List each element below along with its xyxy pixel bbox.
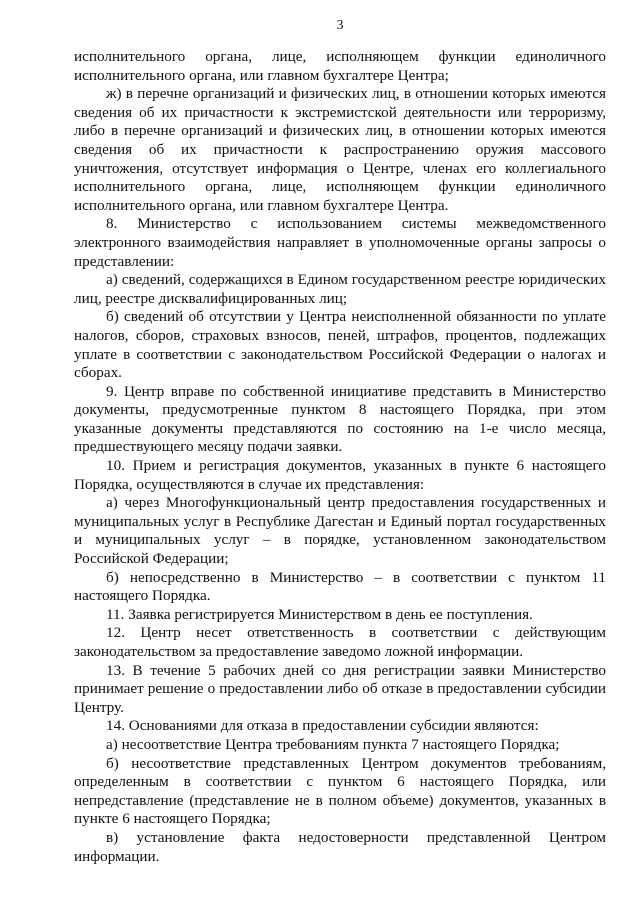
page-number: 3 (336, 18, 344, 33)
paragraph: а) через Многофункциональный центр предоставления государственных и муниципальных услуг в Республике Дагестан и Единый портал государственных и муниципальных услуг – в порядке, установленном законодательством Российской Федерации; (74, 494, 606, 568)
paragraph: б) непосредственно в Министерство – в соответствии с пунктом 11 настоящего Порядка. (74, 568, 606, 605)
paragraph: а) сведений, содержащихся в Едином государственном реестре юридических лиц, реестре дисквалифицированных лиц; (74, 271, 606, 307)
paragraph: исполнительного органа, лице, исполняющем функции единоличного исполнительного органа, или главном бухгалтере Центра; (74, 48, 606, 84)
paragraph: 9. Центр вправе по собственной инициативе представить в Министерство документы, предусмотренные пунктом 8 настоящего Порядка, при этом указанные документы представляются по состоянию на 1-е число месяца, предшествующего месяцу подачи заявки. (74, 382, 606, 456)
paragraph: б) несоответствие представленных Центром документов требованиям, определенным в соответствии с пунктом 6 настоящего Порядка, или непредставление (представление не в полном объеме) документов, указанных в пункте 6 настоящего Порядка; (74, 754, 606, 828)
paragraph: 10. Прием и регистрация документов, указанных в пункте 6 настоящего Порядка, осуществляются в случае их представления: (74, 457, 606, 493)
paragraph: а) несоответствие Центра требованиям пункта 7 настоящего Порядка; (106, 735, 560, 753)
paragraph: 12. Центр несет ответственность в соответствии с действующим законодательством за предоставление заведомо ложной информации. (74, 624, 606, 660)
paragraph: б) сведений об отсутствии у Центра неисполненной обязанности по уплате налогов, сборов, страховых взносов, пеней, штрафов, процентов, подлежащих уплате в соответствии с законодательством Российской Федерации о налогах и сборах. (74, 308, 606, 382)
paragraph: в) установление факта недостоверности представленной Центром информации. (74, 828, 606, 865)
paragraph: 11. Заявка регистрируется Министерством в день ее поступления. (106, 605, 533, 623)
paragraph: 8. Министерство с использованием системы межведомственного электронного взаимодействия направляет в уполномоченные органы запросы о представлении: (74, 215, 606, 270)
paragraph: 14. Основаниями для отказа в предоставлении субсидии являются: (106, 717, 539, 735)
paragraph: ж) в перечне организаций и физических лиц, в отношении которых имеются сведения об их причастности к экстремистской деятельности или терроризму, либо в перечне организаций и физических лиц, в отношении которых имеются сведения об их причастности к распространению оружия массового уничтожения, отсутствует информация о Центре, членах его коллегиального исполнительного органа, лице, исполняющем функции единоличного исполнительного органа, или главном бухгалтере Центра. (74, 85, 606, 214)
paragraph: 13. В течение 5 рабочих дней со дня регистрации заявки Министерство принимает решение о предоставлении либо об отказе в предоставлении субсидии Центру. (74, 661, 606, 716)
document-body (74, 48, 606, 866)
